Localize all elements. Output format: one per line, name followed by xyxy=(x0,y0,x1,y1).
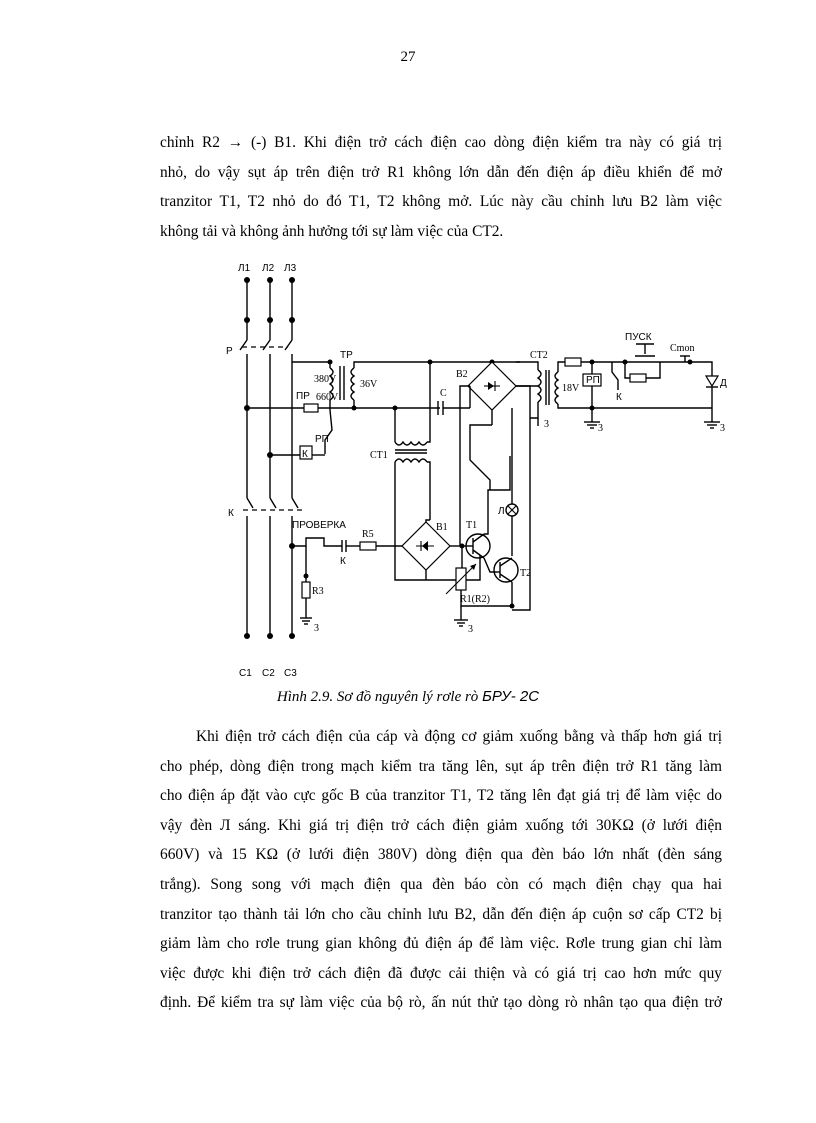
label-lamp: Л xyxy=(498,506,505,517)
label-l2: Л2 xyxy=(262,263,275,274)
text-line: vậy đèn Л sáng. Khi giá trị điện trở cách điện giảm xuống tới 30KΩ (ở lưới điện xyxy=(160,816,722,834)
text-line: 660V) và 15 KΩ (ở lưới điện 380V) dòng điện qua đèn báo lớn nhất (đèn sáng xyxy=(160,846,722,864)
figure-caption xyxy=(0,688,816,706)
label-pusk: ПУСК xyxy=(625,332,652,343)
circuit-diagram xyxy=(220,250,740,680)
label-proverka: ПРОВЕРКА xyxy=(292,520,346,531)
label-t1: T1 xyxy=(466,520,478,531)
label-660v: 660V xyxy=(316,392,339,403)
label-pr: ПР xyxy=(296,391,310,402)
text-line: tranzitor tạo thành tải lớn cho cầu chỉnh lưu B2, dẫn đến điện áp cuộn sơ cấp CT2 bị xyxy=(160,905,722,923)
label-p: Р xyxy=(226,346,233,357)
label-36v: 36V xyxy=(360,379,378,390)
text-line: cho phép, dòng điện trong mạch kiểm tra tăng lên, sụt áp trên điện trở R1 tăng làm xyxy=(160,757,722,775)
label-18v: 18V xyxy=(562,383,580,394)
label-r1r2: R1(R2) xyxy=(460,594,490,605)
text-line: trắng). Song song với mạch điện qua đèn báo còn có mạch điện chạy qua hai xyxy=(160,875,722,893)
caption-prefix: Hình 2.9. Sơ đồ nguyên lý rơle rò xyxy=(276,689,483,705)
label-t2: T2 xyxy=(520,568,532,579)
caption-code: БРУ- 2С xyxy=(482,688,540,705)
label-r3: R3 xyxy=(312,586,324,597)
paragraph-1 xyxy=(160,128,722,246)
label-b2: B2 xyxy=(456,369,468,380)
text-line: nhỏ, do vậy sụt áp trên điện trở R1 không lớn dẫn đến điện áp điều khiển để mở xyxy=(160,163,722,181)
label-k-left: К xyxy=(228,508,234,519)
text-line: không tải và không ảnh hưởng tới sự làm việc của CT2. xyxy=(160,222,504,240)
label-380v: 380V xyxy=(314,374,337,385)
label-k3: К xyxy=(340,556,346,567)
label-cmon: Cmon xyxy=(670,343,695,354)
label-l3: Л3 xyxy=(284,263,297,274)
label-k2: К xyxy=(616,392,622,403)
text-line: giảm làm cho rơle trung gian không đủ điện áp để làm việc. Rơle trung gian chỉ làm xyxy=(160,935,722,953)
label-c1: C1 xyxy=(239,668,252,679)
text-line: cho điện áp đặt vào cực gốc B của tranzitor T1, T2 tăng lên đạt giá trị để làm việc do xyxy=(160,787,722,805)
phase-lines xyxy=(240,277,295,498)
label-rp2: РП xyxy=(586,375,600,386)
label-ground-2: 3 xyxy=(544,419,549,430)
label-l1: Л1 xyxy=(238,263,251,274)
label-ground-4: 3 xyxy=(314,623,319,634)
label-c: C xyxy=(440,388,447,399)
label-r5: R5 xyxy=(362,529,374,540)
label-tp: ТР xyxy=(340,350,353,361)
text-line: định. Để kiểm tra sự làm việc của bộ rò, ấn nút thử tạo dòng rò nhân tạo qua điện trở xyxy=(160,994,722,1012)
label-b1: B1 xyxy=(436,522,448,533)
label-ct1: CT1 xyxy=(370,450,388,461)
label-c3: C3 xyxy=(284,668,297,679)
label-d: Д xyxy=(720,378,727,389)
text-line: Khi điện trở cách điện của cáp và động cơ giảm xuống bằng và thấp hơn giá trị xyxy=(196,728,722,745)
label-ground-1: 3 xyxy=(598,423,603,434)
paragraph-2 xyxy=(160,722,722,1018)
label-ground-3: 3 xyxy=(720,423,725,434)
text-line: tranzitor T1, T2 nhỏ do đó T1, T2 không mở. Lúc này cầu chỉnh lưu B2 làm việc xyxy=(160,193,722,211)
label-rp: РП xyxy=(315,434,329,445)
page-number: 27 xyxy=(400,49,416,65)
label-c2: C2 xyxy=(262,668,275,679)
text-line: việc được khi điện trở cách điện đã được cải thiện và có giá trị cao hơn mức quy xyxy=(160,964,722,982)
text-line: chỉnh R2 → (-) B1. Khi điện trở cách điện cao dòng điện kiểm tra này có giá trị xyxy=(160,134,722,151)
label-k: К xyxy=(302,449,308,460)
label-ct2: CT2 xyxy=(530,350,548,361)
label-ground-5: 3 xyxy=(468,624,473,635)
